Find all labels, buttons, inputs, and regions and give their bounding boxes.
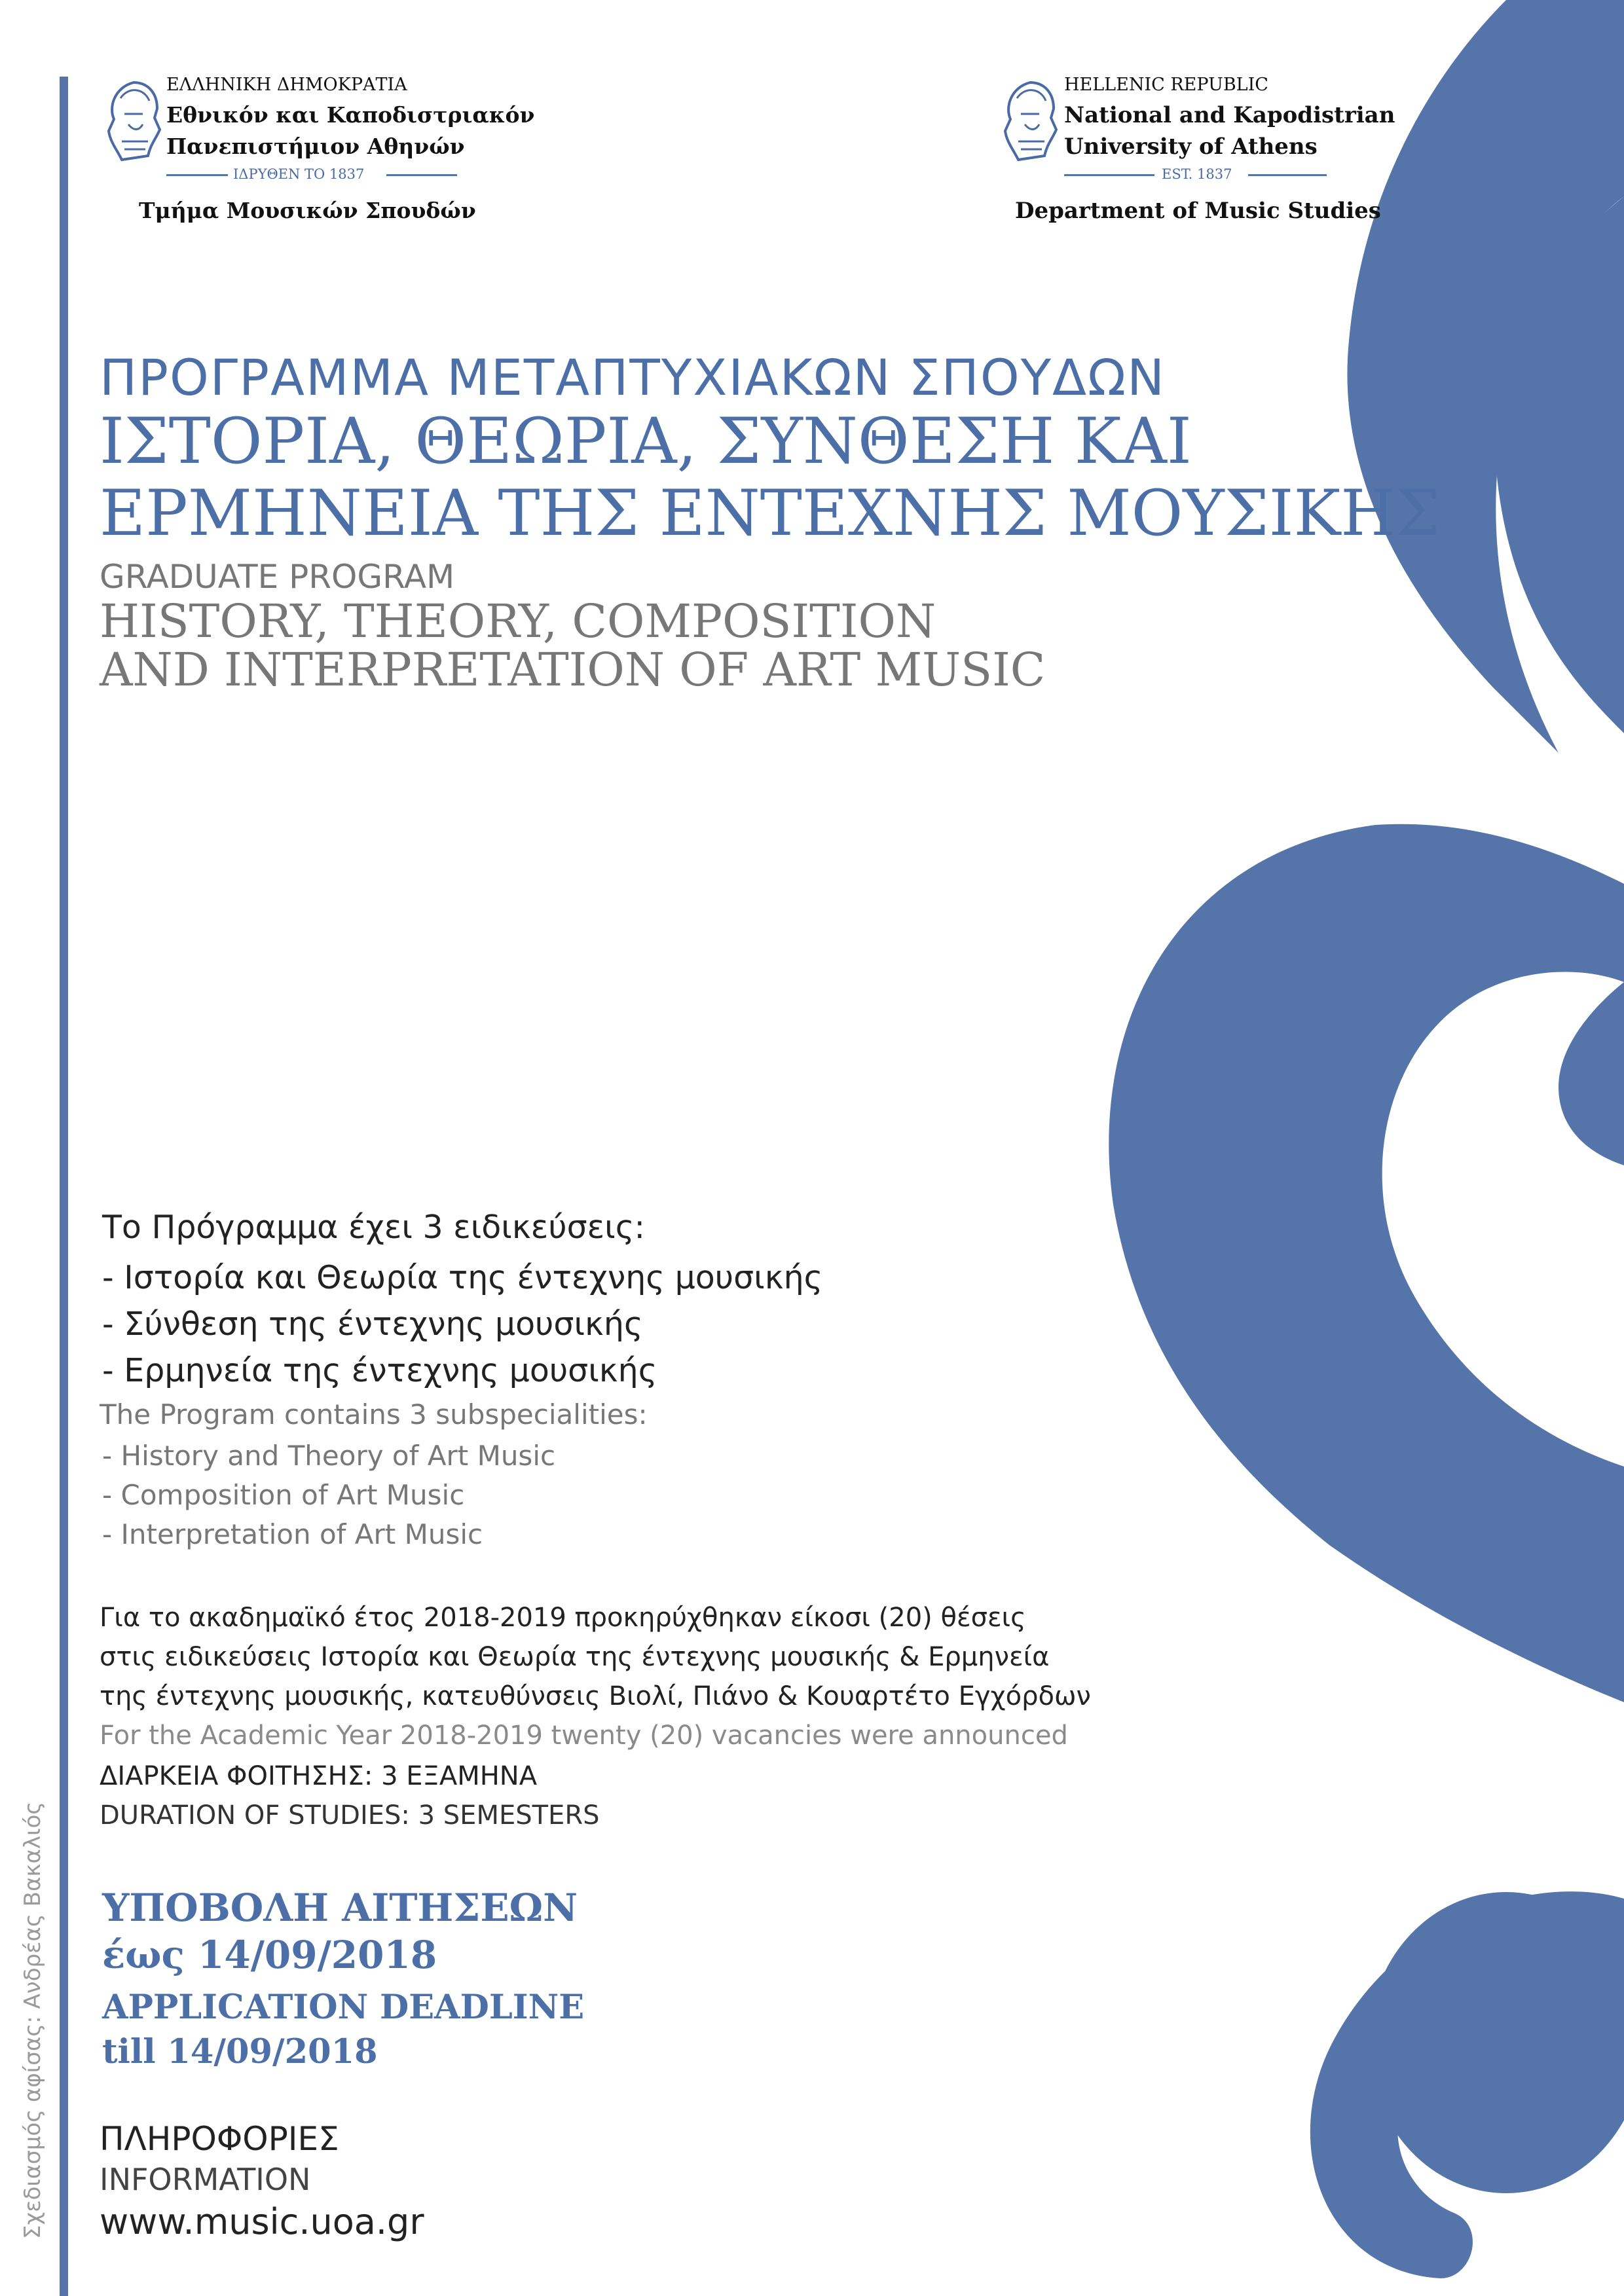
- gr-specialities-intro: Το Πρόγραμμα έχει 3 ειδικεύσεις:: [102, 1209, 645, 1246]
- en-department: Department of Music Studies: [1015, 198, 1381, 224]
- gr-vacancies-line2: στις ειδικεύσεις Ιστορία και Θεωρία της έντεχνης μουσικής & Ερμηνεία: [100, 1642, 1050, 1672]
- en-republic: HELLENIC REPUBLIC: [1064, 75, 1268, 95]
- en-title-line2: AND INTERPRETATION OF ART MUSIC: [100, 643, 1046, 697]
- en-title-line1: HISTORY, THEORY, COMPOSITION: [100, 594, 936, 648]
- athena-seal-icon-gr: [102, 79, 165, 165]
- en-specialities-list: [102, 1436, 555, 1554]
- gr-department: Τμήμα Μουσικών Σπουδών: [139, 198, 476, 223]
- left-vertical-rule: [60, 77, 68, 2296]
- en-vacancies-line: For the Academic Year 2018-2019 twenty (20) vacancies were announced: [100, 1721, 1068, 1751]
- en-program-heading: GRADUATE PROGRAM: [100, 558, 455, 596]
- en-university-line2: University of Athens: [1064, 134, 1318, 160]
- en-rule-left: [1064, 174, 1154, 176]
- designer-credit: Σχεδιασμός αφίσας: Ανδρέας Βακαλιός: [20, 1801, 46, 2239]
- gr-title-line1: ΙΣΤΟΡΙΑ, ΘΕΩΡΙΑ, ΣΥΝΘΕΣΗ ΚΑΙ: [100, 405, 1192, 478]
- en-duration: DURATION OF STUDIES: 3 SEMESTERS: [100, 1800, 600, 1831]
- en-founded: EST. 1837: [1162, 166, 1232, 182]
- gr-program-heading: ΠΡΟΓΡΑΜΜΑ ΜΕΤΑΠΤΥΧΙΑΚΩΝ ΣΠΟΥΔΩΝ: [100, 348, 1166, 407]
- gr-rule-left: [166, 174, 228, 176]
- en-deadline-title: APPLICATION DEADLINE: [102, 1988, 585, 2027]
- en-speciality-item: - History and Theory of Art Music: [102, 1440, 556, 1472]
- gr-founded: ΙΔΡΥΘΕΝ ΤΟ 1837: [233, 166, 365, 182]
- gr-republic: ΕΛΛΗΝΙΚΗ ΔΗΜΟΚΡΑΤΙΑ: [166, 75, 407, 95]
- gr-duration: ΔΙΑΡΚΕΙΑ ΦΟΙΤΗΣΗΣ: 3 ΕΞΑΜΗΝΑ: [100, 1761, 538, 1791]
- gr-speciality-item: - Σύνθεση της έντεχνης μουσικής: [102, 1305, 643, 1343]
- gr-speciality-item: - Ιστορία και Θεωρία της έντεχνης μουσικής: [102, 1259, 823, 1296]
- gr-vacancies-line1: Για το ακαδημαϊκό έτος 2018-2019 προκηρύχθηκαν είκοσι (20) θέσεις: [100, 1603, 1026, 1633]
- gr-deadline-title: ΥΠΟΒΟΛΗ ΑΙΤΗΣΕΩΝ: [102, 1886, 578, 1930]
- en-speciality-item: - Interpretation of Art Music: [102, 1518, 483, 1550]
- gr-title-line2: ΕΡΜΗΝΕΙΑ ΤΗΣ ΕΝΤΕΧΝΗΣ ΜΟΥΣΙΚΗΣ: [100, 477, 1440, 550]
- gr-rule-right: [386, 174, 457, 176]
- athena-seal-icon-en: [999, 79, 1061, 165]
- gr-university-line2: Πανεπιστήμιον Αθηνών: [166, 134, 465, 159]
- gr-info-heading: ΠΛΗΡΟΦΟΡΙΕΣ: [100, 2120, 339, 2158]
- en-info-heading: INFORMATION: [100, 2162, 311, 2197]
- gr-deadline-date: έως 14/09/2018: [102, 1933, 437, 1977]
- en-rule-right: [1248, 174, 1327, 176]
- gr-specialities-list: [102, 1254, 822, 1394]
- gr-speciality-item: - Ερμηνεία της έντεχνης μουσικής: [102, 1352, 657, 1389]
- en-specialities-intro: The Program contains 3 subspecialities:: [100, 1398, 648, 1430]
- gr-vacancies-line3: της έντεχνης μουσικής, κατευθύνσεις Βιολί, Πιάνο & Κουαρτέτο Εγχόρδων: [100, 1681, 1091, 1711]
- gr-university-line1: Εθνικόν και Καποδιστριακόν: [166, 102, 535, 128]
- en-deadline-date: till 14/09/2018: [102, 2032, 378, 2071]
- info-website-link[interactable]: www.music.uoa.gr: [100, 2201, 424, 2242]
- en-university-line1: National and Kapodistrian: [1064, 102, 1395, 128]
- en-speciality-item: - Composition of Art Music: [102, 1479, 465, 1511]
